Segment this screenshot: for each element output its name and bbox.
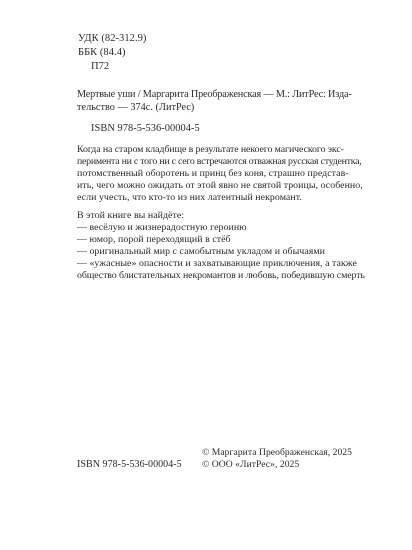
bbk-code: ББК (84.4)	[78, 47, 126, 58]
isbn-bottom: ISBN 978-5-536-00004-5	[77, 459, 182, 470]
list-item: — весёлую и жизнерадостную героиню	[77, 222, 247, 233]
copyright-author: © Маргарита Преображенская, 2025	[202, 447, 353, 458]
annotation-line-1: Когда на старом кладбище в результате некоего магического экс-	[77, 144, 344, 155]
list-item: — юмор, порой переходящий в стёб	[77, 234, 231, 245]
biblio-line-2: тельство — 374с. (ЛитРес)	[77, 102, 195, 113]
isbn-top: ISBN 978-5-536-00004-5	[91, 123, 200, 134]
annotation-line-2: перимента ни с того ни с сего встречаются отважная русская студентка,	[77, 156, 362, 167]
annotation-line-3: потомственный оборотень и принц без коня, страшно представ-	[77, 168, 349, 179]
list-item: — оригинальный мир с самобытным укладом и обычаями	[77, 246, 325, 257]
udk-code: УДК (82-312.9)	[78, 33, 147, 44]
copyright-publisher: © ООО «ЛитРес», 2025	[202, 459, 300, 470]
annotation-line-4: ить, чего можно ожидать от этой явно не святой троицы, особенно,	[77, 180, 363, 191]
biblio-line-1: Мертвые уши / Маргарита Преображенская — М.: ЛитРес: Изда-	[77, 89, 352, 100]
author-sign-code: П72	[91, 61, 110, 72]
list-item: — «ужасные» опасности и захватывающие приключения, а также	[77, 258, 357, 269]
list-intro: В этой книге вы найдёте:	[77, 210, 185, 221]
list-item: общество блистательных некромантов и любовь, победившую смерть	[77, 270, 365, 281]
annotation-line-5: если учесть, что кто-то из них латентный некромант.	[77, 192, 302, 203]
